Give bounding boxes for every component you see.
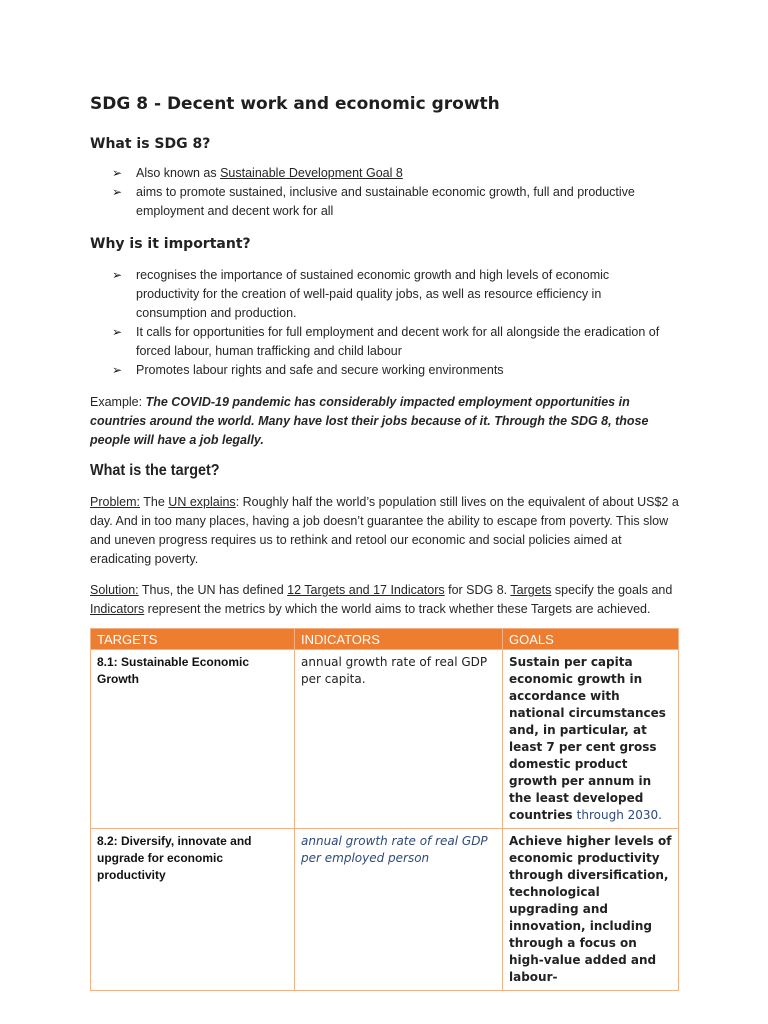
text-span: for SDG 8.: [444, 583, 511, 597]
list-item-text: recognises the importance of sustained economic growth and high levels of economic productivity for the creation of well-paid quality jobs, as well as resource efficiency in consumption and production.: [136, 268, 610, 320]
heading-what-is-sdg8: What is SDG 8?: [90, 136, 211, 152]
list-item: [112, 266, 672, 323]
solution-label: Solution:: [90, 583, 139, 597]
indicator-cell: annual growth rate of real GDP per employed person: [295, 829, 503, 991]
solution-paragraph: [90, 581, 680, 619]
page-title: SDG 8 - Decent work and economic growth: [90, 94, 500, 114]
goal-text: Sustain per capita economic growth in accordance with national circumstances and, in particular, at least 7 per cent gross domestic product growth per annum in the least developed countries: [509, 655, 666, 822]
header-targets: TARGETS: [91, 629, 295, 650]
why-list: [112, 266, 672, 380]
list-item-text: It calls for opportunities for full employment and decent work for all alongside the eradication of forced labour, human trafficking and child labour: [136, 325, 660, 358]
table-row: [91, 650, 679, 829]
sdg8-table: [90, 628, 679, 991]
indicators-link[interactable]: Indicators: [90, 602, 145, 616]
target-cell: 8.1: Sustainable Economic Growth: [91, 650, 295, 829]
arrow-bullet-icon: ➢: [112, 185, 123, 199]
example-label: Example:: [90, 395, 146, 409]
list-item-text: aims to promote sustained, inclusive and sustainable economic growth, full and productive employment and decent work for all: [136, 185, 635, 218]
example-text: The COVID-19 pandemic has considerably impacted employment opportunities in countries around the world. Many have lost their jobs because of it. Through the SDG 8, those people will have a job legally.: [90, 395, 649, 447]
list-item: [112, 323, 672, 361]
problem-label: Problem:: [90, 495, 141, 509]
heading-why-important: Why is it important?: [90, 236, 251, 252]
goal-text: Achieve higher levels of economic productivity through diversification, technological upgrading and innovation, including through a focus on high-value added and labour-: [509, 834, 672, 984]
header-goals: GOALS: [503, 629, 679, 650]
table-header-row: [91, 629, 679, 650]
indicator-cell: annual growth rate of real GDP per capita.: [295, 650, 503, 829]
text-span: represent the metrics by which the world aims to track whether these Targets are achieved.: [144, 602, 651, 616]
example-paragraph: [90, 393, 680, 450]
text-span: Thus, the UN has defined: [138, 583, 288, 597]
arrow-bullet-icon: ➢: [112, 363, 123, 377]
goal-tail-text: through 2030.: [576, 808, 662, 822]
text-span: The: [140, 495, 169, 509]
list-item: [112, 183, 672, 221]
targets-indicators-link[interactable]: 12 Targets and 17 Indicators: [287, 583, 445, 597]
arrow-bullet-icon: ➢: [112, 325, 123, 339]
text-span: specify the goals and: [551, 583, 673, 597]
sdg8-link[interactable]: Sustainable Development Goal 8: [220, 166, 403, 180]
target-cell: 8.2: Diversify, innovate and upgrade for economic productivity: [91, 829, 295, 991]
header-indicators: INDICATORS: [295, 629, 503, 650]
list-item: [112, 164, 672, 183]
problem-text: : Roughly half the world’s population still lives on the equivalent of about US$2 a day. And in too many places, having a job doesn’t guarantee the ability to escape from poverty. This slow and uneven progress requires us to rethink and retool our economic and social policies aimed at eradicating poverty.: [90, 495, 679, 566]
problem-paragraph: [90, 493, 680, 569]
list-item-text: Promotes labour rights and safe and secure working environments: [136, 363, 504, 377]
heading-target: What is the target?: [90, 462, 220, 479]
un-explains-link[interactable]: UN explains: [168, 495, 236, 509]
what-is-list: [112, 164, 672, 221]
list-item-text: Also known as: [136, 166, 221, 180]
arrow-bullet-icon: ➢: [112, 166, 123, 180]
arrow-bullet-icon: ➢: [112, 268, 123, 282]
targets-link[interactable]: Targets: [510, 583, 552, 597]
goal-cell: [503, 829, 679, 991]
goal-cell: [503, 650, 679, 829]
list-item: [112, 361, 672, 380]
table-row: [91, 829, 679, 991]
